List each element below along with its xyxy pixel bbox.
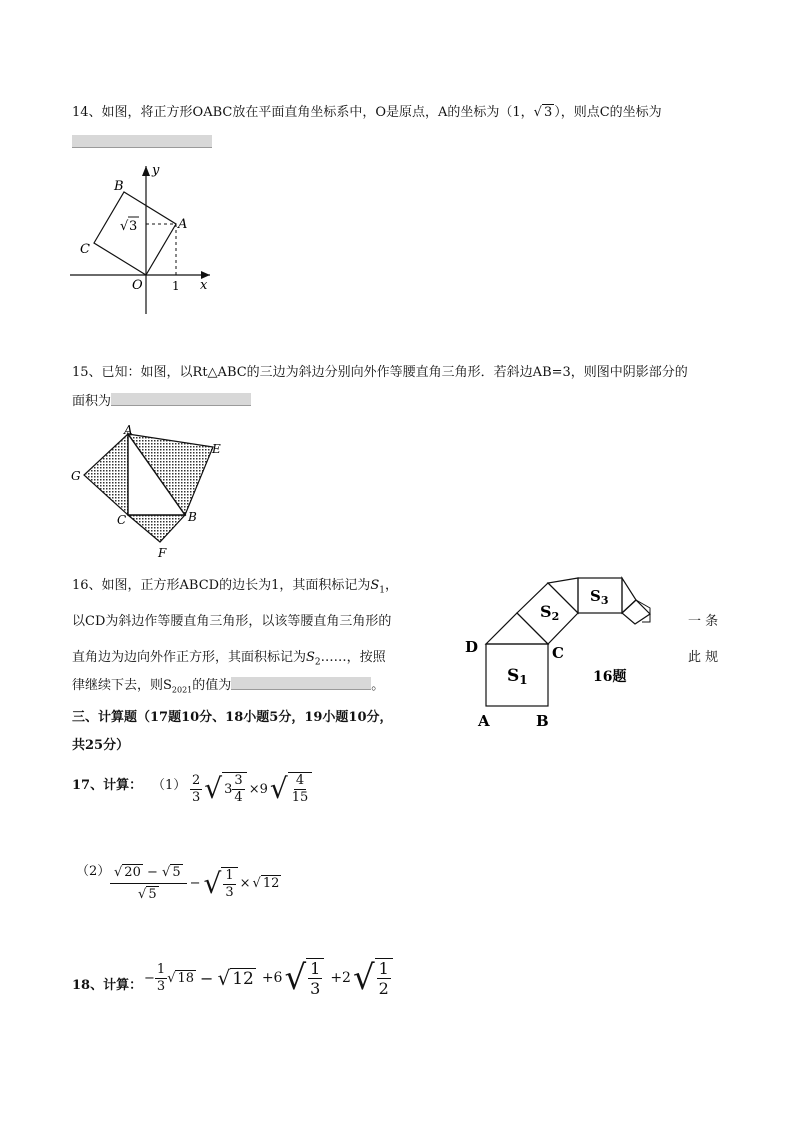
question-16-line1: 16、如图，正方形ABCD的边长为1，其面积标记为$S_1$， [72, 578, 399, 596]
figure-15-triangles [70, 422, 225, 562]
label-s2: S2 [540, 602, 560, 623]
question-15-line2: 面积为 [72, 392, 251, 412]
question-17-part1-label: （1） [152, 778, 187, 793]
label-1: 1 [172, 279, 180, 293]
answer-blank-14[interactable] [72, 135, 212, 148]
triangle-agc [84, 434, 128, 515]
label-b: B [188, 510, 197, 524]
question-18-label: 18、计算： [72, 978, 143, 993]
question-15-line1: 15、已知：如图，以Rt△ABC的三边为斜边分别向外作等腰直角三角形．若斜边AB=3，则图中阴影部分的 [72, 365, 688, 380]
expression-17-1: $\frac{2}{3}$ √ 3 $\frac{3}{4}$ ×9 √ $\frac{4}{15}$ [190, 772, 312, 806]
question-17-label: 17、计算： [72, 778, 143, 793]
expression-17-2: √ 20 − √ 5 √ 5 − √ $\frac{1}{3}$ × √ 12 [110, 864, 281, 903]
label-c: C [80, 242, 90, 257]
label-o: O [132, 278, 143, 293]
question-17-part2-label: （2） [76, 864, 111, 879]
triangle-3 [622, 578, 636, 613]
expression-18: − $\frac{1}{3}$ √ 18 − √ 12 +6 √ $\frac{1}{3}$ +2 √ $\frac{1}{2}$ [144, 958, 393, 998]
label-e: E [212, 442, 221, 456]
question-16-right-2: 此 规 [688, 650, 719, 665]
answer-blank-16[interactable] [231, 677, 371, 690]
section-3-line2: 共25分） [72, 738, 130, 753]
section-3-line1: 三、计算题（17题10分、18小题5分，19小题10分， [72, 710, 393, 725]
label-s3: $S_3$ [590, 587, 609, 607]
question-14-text: 14、如图，将正方形OABC放在平面直角坐标系中，O是原点，A的坐标为（1，√ 3 ），则点C的坐标为 [72, 105, 662, 120]
figure-16-square-pattern [460, 572, 670, 734]
question-16-line2: 以CD为斜边作等腰直角三角形，以该等腰直角三角形的 [72, 614, 392, 629]
y-axis-arrow [142, 166, 150, 176]
sqrt-3: 3 [543, 105, 553, 120]
label-c: C [117, 513, 127, 527]
label-a: A [478, 712, 490, 730]
figure-14-coordinate-square [70, 162, 215, 322]
figure-caption: 16题 [593, 669, 627, 685]
label-b: B [536, 712, 549, 730]
label-d: D [465, 638, 479, 656]
label-x: x [200, 278, 208, 293]
label-y: y [152, 163, 160, 178]
label-a: A [178, 217, 188, 232]
triangle-cfb [128, 515, 185, 542]
question-16-right-1: 一 条 [688, 614, 719, 629]
question-16-line3: 直角边为边向外作正方形，其面积标记为$S_2\dots\dots$，按照 [72, 650, 386, 668]
label-g: G [71, 469, 81, 483]
square-s4 [622, 600, 650, 624]
triangle-on-cd [486, 613, 548, 644]
label-s1: S1 [507, 666, 528, 687]
label-sqrt3: 3 [129, 219, 138, 234]
sqrt3-radical: √ [120, 219, 129, 234]
label-b: B [114, 179, 124, 194]
triangle-2 [548, 578, 578, 613]
label-f: F [158, 546, 167, 560]
question-16-line4: 律继续下去，则$S_{2021}$的值为 。 [72, 678, 385, 695]
answer-blank-15[interactable] [111, 393, 251, 406]
label-a: A [124, 423, 133, 437]
label-c: C [552, 644, 564, 662]
